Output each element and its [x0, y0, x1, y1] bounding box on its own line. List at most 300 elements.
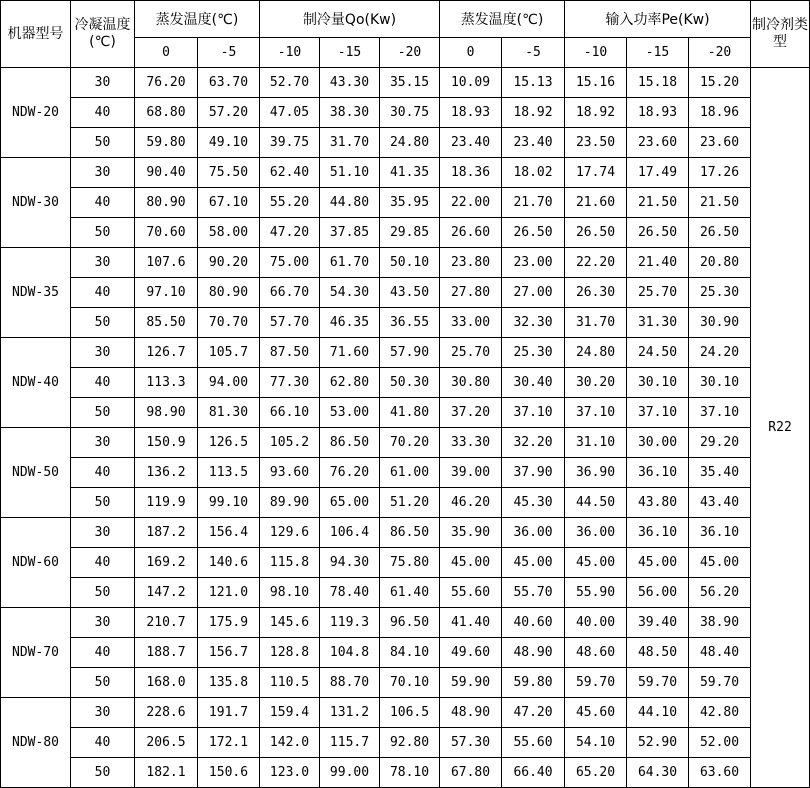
value-cell: 27.00	[502, 278, 565, 308]
condensing-temp-cell: 50	[71, 308, 135, 338]
value-cell: 48.40	[689, 638, 751, 668]
value-cell: 38.90	[689, 608, 751, 638]
value-cell: 182.1	[135, 758, 198, 788]
value-cell: 105.2	[260, 428, 320, 458]
value-cell: 26.50	[689, 218, 751, 248]
value-cell: 35.15	[380, 68, 440, 98]
value-cell: 59.80	[502, 668, 565, 698]
value-cell: 31.10	[565, 428, 627, 458]
value-cell: 175.9	[198, 608, 260, 638]
condensing-temp-cell: 50	[71, 218, 135, 248]
condensing-temp-cell: 30	[71, 518, 135, 548]
value-cell: 37.10	[565, 398, 627, 428]
model-name-cell: NDW-50	[1, 428, 71, 518]
value-cell: 31.70	[320, 128, 380, 158]
value-cell: 64.30	[627, 758, 689, 788]
value-cell: 81.30	[198, 398, 260, 428]
value-cell: 24.50	[627, 338, 689, 368]
value-cell: 25.70	[440, 338, 502, 368]
condensing-temp-cell: 40	[71, 638, 135, 668]
value-cell: 98.90	[135, 398, 198, 428]
table-row	[1, 218, 810, 248]
value-cell: 15.16	[565, 68, 627, 98]
value-cell: 76.20	[135, 68, 198, 98]
value-cell: 115.8	[260, 548, 320, 578]
value-cell: 96.50	[380, 608, 440, 638]
value-cell: 44.10	[627, 698, 689, 728]
model-name-cell: NDW-35	[1, 248, 71, 338]
value-cell: 70.60	[135, 218, 198, 248]
value-cell: 67.80	[440, 758, 502, 788]
table-row	[1, 728, 810, 758]
table-row	[1, 398, 810, 428]
value-cell: 55.70	[502, 578, 565, 608]
value-cell: 191.7	[198, 698, 260, 728]
value-cell: 46.35	[320, 308, 380, 338]
value-cell: 63.70	[198, 68, 260, 98]
value-cell: 48.90	[440, 698, 502, 728]
value-cell: 110.5	[260, 668, 320, 698]
value-cell: 65.20	[565, 758, 627, 788]
value-cell: 88.70	[320, 668, 380, 698]
value-cell: 42.80	[689, 698, 751, 728]
table-row	[1, 608, 810, 638]
value-cell: 131.2	[320, 698, 380, 728]
table-row	[1, 278, 810, 308]
value-cell: 168.0	[135, 668, 198, 698]
value-cell: 30.40	[502, 368, 565, 398]
value-cell: 36.90	[565, 458, 627, 488]
header-refrigerant: 制冷剂类型	[751, 1, 810, 68]
value-cell: 30.00	[627, 428, 689, 458]
value-cell: 50.30	[380, 368, 440, 398]
table-row	[1, 338, 810, 368]
table-row	[1, 548, 810, 578]
value-cell: 94.30	[320, 548, 380, 578]
value-cell: 27.80	[440, 278, 502, 308]
value-cell: 21.70	[502, 188, 565, 218]
table-row	[1, 308, 810, 338]
value-cell: 123.0	[260, 758, 320, 788]
value-cell: 99.00	[320, 758, 380, 788]
value-cell: 15.13	[502, 68, 565, 98]
value-cell: 57.70	[260, 308, 320, 338]
value-cell: 18.36	[440, 158, 502, 188]
value-cell: 142.0	[260, 728, 320, 758]
subheader-evap-a: 0	[135, 38, 198, 68]
condensing-temp-cell: 50	[71, 128, 135, 158]
model-name-cell: NDW-60	[1, 518, 71, 608]
value-cell: 52.70	[260, 68, 320, 98]
value-cell: 36.10	[689, 518, 751, 548]
value-cell: 40.60	[502, 608, 565, 638]
value-cell: 156.7	[198, 638, 260, 668]
value-cell: 44.50	[565, 488, 627, 518]
value-cell: 66.10	[260, 398, 320, 428]
table-row	[1, 518, 810, 548]
table-row	[1, 188, 810, 218]
value-cell: 51.10	[320, 158, 380, 188]
condensing-temp-cell: 40	[71, 98, 135, 128]
value-cell: 43.30	[320, 68, 380, 98]
value-cell: 37.10	[502, 398, 565, 428]
value-cell: 32.30	[502, 308, 565, 338]
value-cell: 39.40	[627, 608, 689, 638]
value-cell: 45.00	[502, 548, 565, 578]
subheader-evap-b: 0	[440, 38, 502, 68]
value-cell: 24.20	[689, 338, 751, 368]
value-cell: 113.5	[198, 458, 260, 488]
value-cell: 147.2	[135, 578, 198, 608]
subheader-cooling: -10	[260, 38, 320, 68]
value-cell: 35.40	[689, 458, 751, 488]
table-row	[1, 488, 810, 518]
value-cell: 93.60	[260, 458, 320, 488]
value-cell: 40.00	[565, 608, 627, 638]
header-input-power: 输入功率Pe(Kw)	[565, 1, 751, 38]
value-cell: 59.70	[689, 668, 751, 698]
value-cell: 56.20	[689, 578, 751, 608]
subheader-evap-a: -5	[198, 38, 260, 68]
value-cell: 26.50	[565, 218, 627, 248]
value-cell: 50.10	[380, 248, 440, 278]
value-cell: 45.60	[565, 698, 627, 728]
value-cell: 37.10	[689, 398, 751, 428]
subheader-power: -10	[565, 38, 627, 68]
value-cell: 30.80	[440, 368, 502, 398]
value-cell: 57.90	[380, 338, 440, 368]
value-cell: 66.40	[502, 758, 565, 788]
model-name-cell: NDW-40	[1, 338, 71, 428]
value-cell: 45.30	[502, 488, 565, 518]
value-cell: 92.80	[380, 728, 440, 758]
table-row	[1, 428, 810, 458]
value-cell: 169.2	[135, 548, 198, 578]
value-cell: 106.5	[380, 698, 440, 728]
value-cell: 59.70	[627, 668, 689, 698]
value-cell: 48.50	[627, 638, 689, 668]
value-cell: 25.30	[502, 338, 565, 368]
value-cell: 32.20	[502, 428, 565, 458]
value-cell: 36.10	[627, 518, 689, 548]
value-cell: 21.60	[565, 188, 627, 218]
value-cell: 18.96	[689, 98, 751, 128]
value-cell: 17.49	[627, 158, 689, 188]
value-cell: 26.50	[502, 218, 565, 248]
table-row	[1, 578, 810, 608]
subheader-power: -20	[689, 38, 751, 68]
value-cell: 126.5	[198, 428, 260, 458]
value-cell: 156.4	[198, 518, 260, 548]
condensing-temp-cell: 30	[71, 428, 135, 458]
condensing-temp-cell: 40	[71, 458, 135, 488]
value-cell: 23.60	[689, 128, 751, 158]
value-cell: 47.20	[502, 698, 565, 728]
value-cell: 104.8	[320, 638, 380, 668]
value-cell: 35.90	[440, 518, 502, 548]
condensing-temp-cell: 50	[71, 668, 135, 698]
value-cell: 78.40	[320, 578, 380, 608]
table-row	[1, 458, 810, 488]
value-cell: 119.3	[320, 608, 380, 638]
value-cell: 36.00	[565, 518, 627, 548]
condensing-temp-cell: 30	[71, 338, 135, 368]
value-cell: 70.10	[380, 668, 440, 698]
value-cell: 30.75	[380, 98, 440, 128]
value-cell: 59.80	[135, 128, 198, 158]
value-cell: 41.40	[440, 608, 502, 638]
header-evaporating-temp-b: 蒸发温度(℃)	[440, 1, 565, 38]
value-cell: 89.90	[260, 488, 320, 518]
value-cell: 62.80	[320, 368, 380, 398]
value-cell: 75.00	[260, 248, 320, 278]
condensing-temp-cell: 30	[71, 68, 135, 98]
value-cell: 86.50	[380, 518, 440, 548]
model-name-cell: NDW-70	[1, 608, 71, 698]
value-cell: 15.20	[689, 68, 751, 98]
value-cell: 106.4	[320, 518, 380, 548]
condensing-temp-cell: 40	[71, 368, 135, 398]
value-cell: 22.20	[565, 248, 627, 278]
value-cell: 99.10	[198, 488, 260, 518]
condensing-temp-cell: 50	[71, 578, 135, 608]
value-cell: 53.00	[320, 398, 380, 428]
value-cell: 33.00	[440, 308, 502, 338]
value-cell: 51.20	[380, 488, 440, 518]
value-cell: 25.30	[689, 278, 751, 308]
model-name-cell: NDW-30	[1, 158, 71, 248]
value-cell: 59.90	[440, 668, 502, 698]
condensing-temp-cell: 30	[71, 698, 135, 728]
table-row	[1, 68, 810, 98]
value-cell: 22.00	[440, 188, 502, 218]
value-cell: 128.8	[260, 638, 320, 668]
value-cell: 23.50	[565, 128, 627, 158]
value-cell: 115.7	[320, 728, 380, 758]
table-row	[1, 158, 810, 188]
value-cell: 25.70	[627, 278, 689, 308]
value-cell: 23.60	[627, 128, 689, 158]
value-cell: 98.10	[260, 578, 320, 608]
condensing-temp-cell: 50	[71, 398, 135, 428]
value-cell: 206.5	[135, 728, 198, 758]
subheader-evap-b: -5	[502, 38, 565, 68]
value-cell: 78.10	[380, 758, 440, 788]
table-row	[1, 248, 810, 278]
value-cell: 90.20	[198, 248, 260, 278]
table-row	[1, 368, 810, 398]
value-cell: 140.6	[198, 548, 260, 578]
value-cell: 58.00	[198, 218, 260, 248]
value-cell: 17.26	[689, 158, 751, 188]
condensing-temp-cell: 40	[71, 188, 135, 218]
value-cell: 159.4	[260, 698, 320, 728]
value-cell: 43.50	[380, 278, 440, 308]
value-cell: 86.50	[320, 428, 380, 458]
condensing-temp-cell: 30	[71, 608, 135, 638]
value-cell: 121.0	[198, 578, 260, 608]
value-cell: 31.70	[565, 308, 627, 338]
value-cell: 87.50	[260, 338, 320, 368]
condensing-temp-cell: 40	[71, 728, 135, 758]
value-cell: 10.09	[440, 68, 502, 98]
value-cell: 18.93	[440, 98, 502, 128]
value-cell: 47.05	[260, 98, 320, 128]
value-cell: 228.6	[135, 698, 198, 728]
header-condensing-temp: 冷凝温度(℃)	[71, 1, 135, 68]
subheader-cooling: -20	[380, 38, 440, 68]
value-cell: 24.80	[565, 338, 627, 368]
value-cell: 54.30	[320, 278, 380, 308]
value-cell: 49.10	[198, 128, 260, 158]
value-cell: 84.10	[380, 638, 440, 668]
value-cell: 30.20	[565, 368, 627, 398]
value-cell: 210.7	[135, 608, 198, 638]
header-model: 机器型号	[1, 1, 71, 68]
condensing-temp-cell: 40	[71, 278, 135, 308]
value-cell: 63.60	[689, 758, 751, 788]
value-cell: 24.80	[380, 128, 440, 158]
value-cell: 45.00	[440, 548, 502, 578]
value-cell: 36.55	[380, 308, 440, 338]
value-cell: 94.00	[198, 368, 260, 398]
value-cell: 129.6	[260, 518, 320, 548]
value-cell: 35.95	[380, 188, 440, 218]
table-row	[1, 638, 810, 668]
condensing-temp-cell: 40	[71, 548, 135, 578]
value-cell: 113.3	[135, 368, 198, 398]
value-cell: 135.8	[198, 668, 260, 698]
value-cell: 54.10	[565, 728, 627, 758]
value-cell: 43.80	[627, 488, 689, 518]
value-cell: 90.40	[135, 158, 198, 188]
model-name-cell: NDW-80	[1, 698, 71, 788]
value-cell: 26.50	[627, 218, 689, 248]
value-cell: 36.00	[502, 518, 565, 548]
value-cell: 68.80	[135, 98, 198, 128]
value-cell: 55.20	[260, 188, 320, 218]
subheader-cooling: -15	[320, 38, 380, 68]
value-cell: 172.1	[198, 728, 260, 758]
table-row	[1, 758, 810, 788]
value-cell: 75.80	[380, 548, 440, 578]
value-cell: 136.2	[135, 458, 198, 488]
value-cell: 66.70	[260, 278, 320, 308]
value-cell: 187.2	[135, 518, 198, 548]
value-cell: 23.00	[502, 248, 565, 278]
subheader-power: -15	[627, 38, 689, 68]
value-cell: 36.10	[627, 458, 689, 488]
value-cell: 38.30	[320, 98, 380, 128]
value-cell: 41.80	[380, 398, 440, 428]
value-cell: 18.92	[502, 98, 565, 128]
value-cell: 23.40	[440, 128, 502, 158]
value-cell: 15.18	[627, 68, 689, 98]
value-cell: 61.00	[380, 458, 440, 488]
value-cell: 30.10	[689, 368, 751, 398]
refrigerant-cell: R22	[751, 68, 810, 788]
value-cell: 61.40	[380, 578, 440, 608]
value-cell: 67.10	[198, 188, 260, 218]
value-cell: 59.70	[565, 668, 627, 698]
value-cell: 49.60	[440, 638, 502, 668]
value-cell: 75.50	[198, 158, 260, 188]
condensing-temp-cell: 30	[71, 158, 135, 188]
value-cell: 37.90	[502, 458, 565, 488]
value-cell: 29.20	[689, 428, 751, 458]
model-name-cell: NDW-20	[1, 68, 71, 158]
value-cell: 57.30	[440, 728, 502, 758]
value-cell: 37.20	[440, 398, 502, 428]
value-cell: 21.50	[689, 188, 751, 218]
value-cell: 52.00	[689, 728, 751, 758]
value-cell: 48.60	[565, 638, 627, 668]
value-cell: 23.40	[502, 128, 565, 158]
value-cell: 45.00	[565, 548, 627, 578]
value-cell: 21.50	[627, 188, 689, 218]
value-cell: 80.90	[135, 188, 198, 218]
table-row	[1, 98, 810, 128]
value-cell: 18.93	[627, 98, 689, 128]
value-cell: 188.7	[135, 638, 198, 668]
value-cell: 80.90	[198, 278, 260, 308]
value-cell: 65.00	[320, 488, 380, 518]
table-row	[1, 668, 810, 698]
value-cell: 30.90	[689, 308, 751, 338]
value-cell: 45.00	[689, 548, 751, 578]
value-cell: 55.60	[440, 578, 502, 608]
value-cell: 31.30	[627, 308, 689, 338]
value-cell: 48.90	[502, 638, 565, 668]
value-cell: 23.80	[440, 248, 502, 278]
header-evaporating-temp-a: 蒸发温度(℃)	[135, 1, 260, 38]
value-cell: 41.35	[380, 158, 440, 188]
value-cell: 57.20	[198, 98, 260, 128]
value-cell: 119.9	[135, 488, 198, 518]
value-cell: 71.60	[320, 338, 380, 368]
value-cell: 105.7	[198, 338, 260, 368]
value-cell: 30.10	[627, 368, 689, 398]
value-cell: 52.90	[627, 728, 689, 758]
value-cell: 37.10	[627, 398, 689, 428]
value-cell: 55.90	[565, 578, 627, 608]
table-row	[1, 698, 810, 728]
value-cell: 70.20	[380, 428, 440, 458]
condensing-temp-cell: 30	[71, 248, 135, 278]
value-cell: 150.6	[198, 758, 260, 788]
value-cell: 33.30	[440, 428, 502, 458]
value-cell: 45.00	[627, 548, 689, 578]
value-cell: 39.75	[260, 128, 320, 158]
value-cell: 150.9	[135, 428, 198, 458]
value-cell: 97.10	[135, 278, 198, 308]
value-cell: 56.00	[627, 578, 689, 608]
value-cell: 37.85	[320, 218, 380, 248]
value-cell: 18.02	[502, 158, 565, 188]
value-cell: 20.80	[689, 248, 751, 278]
header-cooling-capacity: 制冷量Qo(Kw)	[260, 1, 440, 38]
condensing-temp-cell: 50	[71, 488, 135, 518]
table-body	[1, 68, 810, 788]
value-cell: 126.7	[135, 338, 198, 368]
value-cell: 107.6	[135, 248, 198, 278]
value-cell: 18.92	[565, 98, 627, 128]
value-cell: 85.50	[135, 308, 198, 338]
value-cell: 70.70	[198, 308, 260, 338]
value-cell: 145.6	[260, 608, 320, 638]
value-cell: 26.30	[565, 278, 627, 308]
value-cell: 76.20	[320, 458, 380, 488]
